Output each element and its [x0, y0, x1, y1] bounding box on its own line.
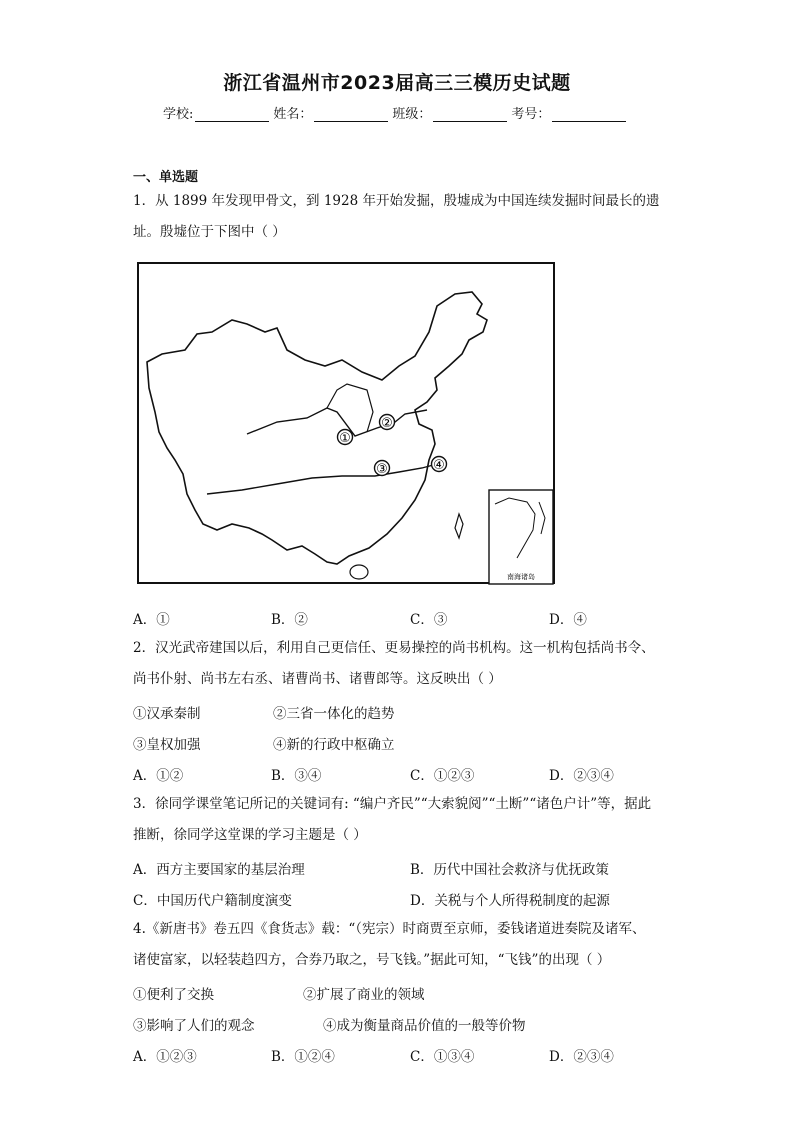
question-4-statement-4: ④成为衡量商品价值的一般等价物 — [323, 1018, 526, 1034]
question-1-line-2: 址。殷墟位于下图中（ ） — [133, 224, 286, 240]
question-2-line-1: 2．汉光武帝建国以后，利用自己更信任、更易操控的尚书机构。这一机构包括尚书令、 — [133, 640, 655, 656]
class-blank[interactable] — [433, 107, 507, 122]
section-heading: 一、单选题 — [133, 170, 199, 185]
name-label: 姓名： — [273, 107, 313, 122]
page-title: 浙江省温州市2023届高三三模历史试题 — [223, 72, 571, 94]
question-2-statement-3: ③皇权加强 — [133, 737, 201, 753]
question-3-option-d[interactable]: D．关税与个人所得税制度的起源 — [410, 893, 610, 909]
question-1-option-d[interactable]: D．④ — [549, 612, 587, 628]
question-2-stem — [133, 633, 673, 695]
question-2-statement-2: ②三省一体化的趋势 — [273, 706, 395, 722]
question-3-line-2: 推断，徐同学这堂课的学习主题是（ ） — [133, 827, 367, 843]
question-3-option-a[interactable]: A．西方主要国家的基层治理 — [133, 862, 305, 878]
question-4-statement-2: ②扩展了商业的领域 — [303, 987, 425, 1003]
question-2-option-a[interactable]: A．①② — [133, 768, 184, 784]
question-1-option-a[interactable]: A．① — [133, 612, 170, 628]
exam-no-label: 考号： — [511, 107, 551, 122]
question-4-option-b[interactable]: B．①②④ — [271, 1049, 335, 1065]
question-4-statement-3: ③影响了人们的观念 — [133, 1018, 255, 1034]
question-2-line-2: 尚书仆射、尚书左右丞、诸曹尚书、诸曹郎等。这反映出（ ） — [133, 671, 502, 687]
question-3-stem — [133, 789, 673, 851]
school-field — [163, 103, 269, 122]
question-1-stem — [133, 186, 673, 248]
map-marker-2-label: ② — [381, 416, 393, 431]
name-field — [273, 103, 388, 122]
question-1-option-c[interactable]: C．③ — [410, 612, 448, 628]
class-field — [392, 103, 507, 122]
map-svg — [137, 262, 557, 587]
map-marker-3-label: ③ — [376, 462, 388, 477]
china-outline-map — [137, 262, 557, 587]
question-2-statement-4: ④新的行政中枢确立 — [273, 737, 395, 753]
question-4-line-2: 诸使富家，以轻装趋四方，合券乃取之，号飞钱。”据此可知，“飞钱”的出现（ ） — [133, 952, 611, 968]
question-3-options-row-1 — [133, 858, 693, 880]
class-label: 班级： — [392, 107, 432, 122]
exam-no-blank[interactable] — [552, 107, 626, 122]
question-2-option-b[interactable]: B．③④ — [271, 768, 322, 784]
map-marker-1-label: ① — [339, 431, 351, 446]
question-4-line-1: 4.《新唐书》卷五四《食货志》载：“（宪宗）时商贾至京师，委钱诸道进奏院及诸军、 — [133, 921, 646, 937]
school-label: 学校: — [163, 107, 194, 122]
south-china-sea-inset — [489, 490, 553, 584]
map-marker-4-label: ④ — [433, 458, 445, 473]
question-3-option-c[interactable]: C．中国历代户籍制度演变 — [133, 893, 292, 909]
question-2-option-c[interactable]: C．①②③ — [410, 768, 475, 784]
inset-label: 南海诸岛 — [507, 573, 535, 581]
question-4-statement-1: ①便利了交换 — [133, 987, 214, 1003]
student-info-line — [163, 103, 643, 122]
question-2-statement-1: ①汉承秦制 — [133, 706, 201, 722]
question-4-options — [133, 1045, 693, 1067]
question-1-line-1: 1．从 1899 年发现甲骨文，到 1928 年开始发掘，殷墟成为中国连续发掘时间最长的遗 — [133, 193, 660, 209]
question-4-option-a[interactable]: A．①②③ — [133, 1049, 197, 1065]
question-4-option-c[interactable]: C．①③④ — [410, 1049, 475, 1065]
name-blank[interactable] — [314, 107, 388, 122]
question-4-option-d[interactable]: D．②③④ — [549, 1049, 614, 1065]
question-2-options — [133, 764, 693, 786]
question-1-options — [133, 608, 693, 630]
question-1-option-b[interactable]: B．② — [271, 612, 308, 628]
question-3-options-row-2 — [133, 889, 693, 911]
question-2-option-d[interactable]: D．②③④ — [549, 768, 614, 784]
question-4-stem — [133, 914, 673, 976]
exam-no-field — [511, 103, 626, 122]
question-3-line-1: 3．徐同学课堂笔记所记的关键词有: “编户齐民”“大索貌阅”“土断”“诸色户计”等，据此 — [133, 796, 652, 812]
school-blank[interactable] — [195, 107, 269, 122]
question-3-option-b[interactable]: B．历代中国社会救济与优抚政策 — [410, 862, 609, 878]
